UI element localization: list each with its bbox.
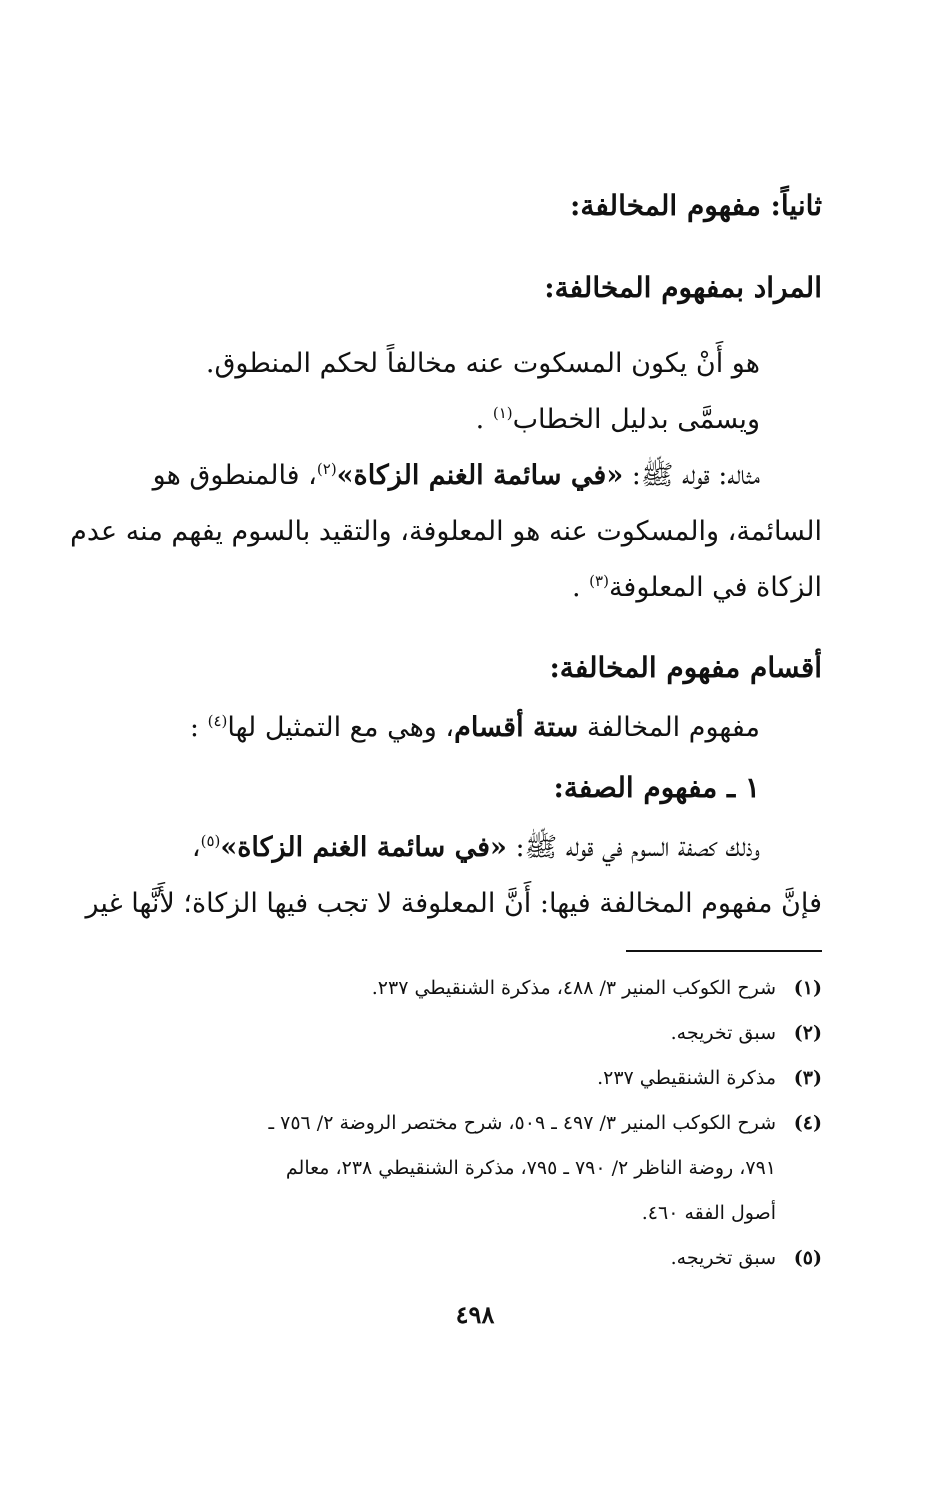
also-called-line [128, 392, 822, 448]
page-number: ٤٩٨ [455, 1300, 495, 1329]
footnote-5 [128, 1236, 822, 1281]
footnote-separator [626, 950, 822, 952]
example-lead: مثاله: قوله ﷺ: [623, 460, 760, 491]
subheading-sifa: ١ ـ مفهوم الصفة: [553, 771, 760, 804]
main-text [70, 178, 822, 932]
footnote-1 [128, 966, 822, 1011]
footnote-text: شرح الكوكب المنير ٣/ ٤٩٧ ـ ٥٠٩، شرح مختصر الروضة ٢/ ٧٥٦ ـ [268, 1112, 776, 1134]
footnote-number: (٢) [793, 1022, 822, 1044]
footnote-ref-1: (١) [492, 404, 513, 422]
footnote-ref-4: (٤) [207, 712, 228, 730]
definition-text: هو أَنْ يكون المسكوت عنه مخالفاً لحكم المنطوق. [205, 348, 760, 379]
section-title: ثانياً: مفهوم المخالفة: [570, 189, 822, 222]
sifa-line-1 [128, 820, 822, 876]
example-line-3 [128, 560, 822, 616]
footnotes [128, 966, 822, 1281]
footnote-number: (٤) [793, 1112, 822, 1134]
footnote-number: (١) [793, 977, 822, 999]
footnote-text: أصول الفقه ٤٦٠. [641, 1202, 776, 1224]
example-line-2: السائمة، والمسكوت عنه هو المعلوفة، والتقيد بالسوم يفهم منه عدم [70, 516, 822, 547]
divisions-bold: ستة أقسام [454, 712, 579, 743]
footnote-text: شرح الكوكب المنير ٣/ ٤٨٨، مذكرة الشنقيطي ٢٣٧. [371, 977, 776, 999]
example-quote: «في سائمة الغنم الزكاة» [336, 460, 624, 491]
footnote-3 [128, 1056, 822, 1101]
footnote-text: مذكرة الشنقيطي ٢٣٧. [597, 1067, 776, 1089]
also-called-end: . [475, 404, 485, 435]
footnote-text: سبق تخريجه. [670, 1247, 776, 1269]
footnote-number: (٥) [793, 1247, 822, 1269]
footnote-text: سبق تخريجه. [670, 1022, 776, 1044]
footnote-ref-5: (٥) [200, 832, 221, 850]
definition-heading: المراد بمفهوم المخالفة: [544, 271, 822, 304]
divisions-line [128, 700, 822, 756]
footnote-text: ٧٩١، روضة الناظر ٢/ ٧٩٠ ـ ٧٩٥، مذكرة الشنقيطي ٢٣٨، معالم [285, 1157, 776, 1179]
divisions-end: : [189, 712, 199, 743]
example-line-3-end: . [571, 572, 581, 603]
footnote-4 [128, 1101, 822, 1236]
divisions-lead: مفهوم المخالفة [578, 712, 760, 743]
example-line-3-text: الزكاة في المعلوفة [608, 572, 822, 603]
also-called-text: ويسمَّى بدليل الخطاب [512, 404, 760, 435]
footnote-2 [128, 1011, 822, 1056]
sifa-end: ، [191, 832, 201, 863]
sifa-lead: وذلك كصفة السوم في قوله ﷺ: [506, 832, 760, 863]
footnote-number: (٣) [793, 1067, 822, 1089]
divisions-rest: ، وهي مع التمثيل لها [227, 712, 455, 743]
footnote-ref-2: (٢) [316, 460, 337, 478]
divisions-heading: أقسام مفهوم المخالفة: [549, 651, 822, 684]
example-line-1 [128, 448, 822, 504]
sifa-line-2: فإنَّ مفهوم المخالفة فيها: أَنَّ المعلوفة لا تجب فيها الزكاة؛ لأَنَّها غير [85, 888, 822, 919]
footnote-ref-3: (٣) [589, 572, 609, 590]
example-rest: ، فالمنطوق هو [152, 460, 317, 491]
sifa-quote: «في سائمة الغنم الزكاة» [220, 832, 507, 863]
